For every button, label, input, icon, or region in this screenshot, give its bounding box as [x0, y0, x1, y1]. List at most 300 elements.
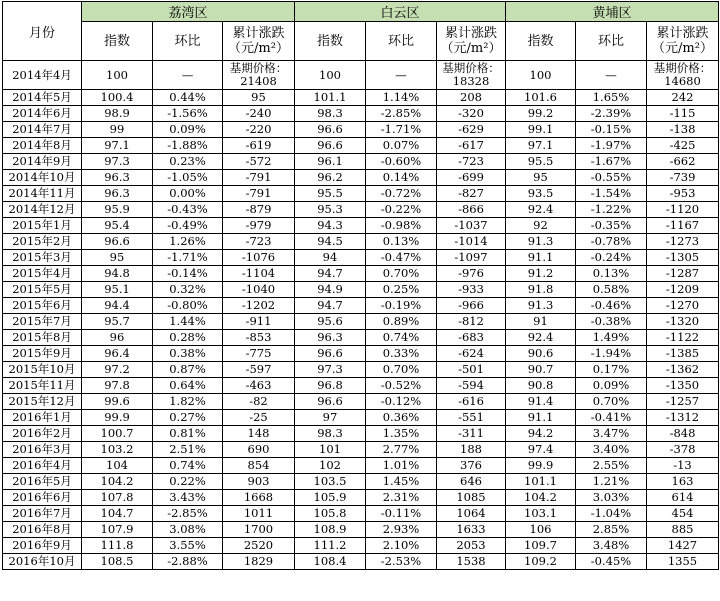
- mom-cell: 0.07%: [366, 138, 437, 154]
- cumulative-cell: -82: [223, 394, 295, 410]
- cumulative-cell: -1167: [647, 218, 719, 234]
- index-cell: 100.4: [82, 90, 153, 106]
- index-cell: 111.8: [82, 538, 153, 554]
- index-cell: 96.6: [295, 346, 366, 362]
- cumulative-column-header: 累计涨跌（元/m²）: [223, 22, 295, 61]
- month-cell: 2015年3月: [3, 250, 82, 266]
- index-cell: 101.6: [506, 90, 576, 106]
- mom-cell: 1.21%: [576, 474, 647, 490]
- cumulative-column-header: 累计涨跌（元/m²）: [647, 22, 719, 61]
- mom-cell: 3.55%: [153, 538, 223, 554]
- mom-cell: 0.70%: [366, 362, 437, 378]
- cumulative-cell: -1362: [647, 362, 719, 378]
- index-cell: 98.3: [295, 426, 366, 442]
- index-cell: 105.8: [295, 506, 366, 522]
- month-cell: 2016年10月: [3, 554, 82, 570]
- cumulative-cell: 1427: [647, 538, 719, 554]
- index-cell: 97.8: [82, 378, 153, 394]
- mom-cell: -1.05%: [153, 170, 223, 186]
- cumulative-cell: -1305: [647, 250, 719, 266]
- index-cell: 100: [506, 61, 576, 90]
- table-row: [3, 170, 719, 186]
- index-cell: 94.7: [295, 298, 366, 314]
- cumulative-cell: -866: [437, 202, 506, 218]
- mom-cell: -0.35%: [576, 218, 647, 234]
- month-cell: 2016年8月: [3, 522, 82, 538]
- table-row: [3, 106, 719, 122]
- mom-cell: 0.28%: [153, 330, 223, 346]
- cumulative-cell: -629: [437, 122, 506, 138]
- cumulative-cell: -1037: [437, 218, 506, 234]
- mom-cell: -0.22%: [366, 202, 437, 218]
- month-cell: 2015年7月: [3, 314, 82, 330]
- index-cell: 91.2: [506, 266, 576, 282]
- mom-cell: 0.17%: [576, 362, 647, 378]
- mom-cell: 0.89%: [366, 314, 437, 330]
- index-cell: 107.8: [82, 490, 153, 506]
- cumulative-cell: -979: [223, 218, 295, 234]
- cumulative-cell: 854: [223, 458, 295, 474]
- table-row: [3, 378, 719, 394]
- mom-cell: -0.98%: [366, 218, 437, 234]
- month-cell: 2014年5月: [3, 90, 82, 106]
- mom-cell: 1.01%: [366, 458, 437, 474]
- index-cell: 100: [82, 61, 153, 90]
- table-row: [3, 186, 719, 202]
- index-cell: 103.1: [506, 506, 576, 522]
- mom-cell: 2.85%: [576, 522, 647, 538]
- index-cell: 96.3: [82, 170, 153, 186]
- month-cell: 2016年6月: [3, 490, 82, 506]
- mom-column-header: 环比: [576, 22, 647, 61]
- cumulative-cell: -378: [647, 442, 719, 458]
- mom-cell: -0.43%: [153, 202, 223, 218]
- table-row: [3, 490, 719, 506]
- mom-cell: -1.67%: [576, 154, 647, 170]
- mom-cell: -2.85%: [366, 106, 437, 122]
- index-cell: 95.6: [295, 314, 366, 330]
- index-cell: 97.1: [82, 138, 153, 154]
- cumulative-cell: -138: [647, 122, 719, 138]
- cumulative-cell: -1104: [223, 266, 295, 282]
- cumulative-cell: -1312: [647, 410, 719, 426]
- mom-cell: -0.45%: [576, 554, 647, 570]
- table-row: [3, 314, 719, 330]
- index-cell: 90.6: [506, 346, 576, 362]
- month-cell: 2014年6月: [3, 106, 82, 122]
- price-index-table: [2, 1, 719, 570]
- cumulative-cell: -791: [223, 186, 295, 202]
- cumulative-cell: -624: [437, 346, 506, 362]
- mom-cell: -0.11%: [366, 506, 437, 522]
- cumulative-cell: 1700: [223, 522, 295, 538]
- month-cell: 2016年5月: [3, 474, 82, 490]
- cumulative-cell: -812: [437, 314, 506, 330]
- mom-cell: 0.13%: [366, 234, 437, 250]
- cumulative-cell: -827: [437, 186, 506, 202]
- cumulative-cell: 1085: [437, 490, 506, 506]
- index-cell: 95.1: [82, 282, 153, 298]
- mom-cell: 0.36%: [366, 410, 437, 426]
- cumulative-cell: -848: [647, 426, 719, 442]
- month-cell: 2015年9月: [3, 346, 82, 362]
- index-cell: 91.3: [506, 298, 576, 314]
- index-cell: 93.5: [506, 186, 576, 202]
- mom-cell: -0.46%: [576, 298, 647, 314]
- index-cell: 102: [295, 458, 366, 474]
- mom-cell: 1.49%: [576, 330, 647, 346]
- cumulative-cell: 885: [647, 522, 719, 538]
- cumulative-cell: -1202: [223, 298, 295, 314]
- mom-cell: -0.49%: [153, 218, 223, 234]
- mom-cell: 0.23%: [153, 154, 223, 170]
- index-cell: 105.9: [295, 490, 366, 506]
- cumulative-cell: 1829: [223, 554, 295, 570]
- mom-cell: -0.78%: [576, 234, 647, 250]
- month-cell: 2014年7月: [3, 122, 82, 138]
- mom-cell: -0.72%: [366, 186, 437, 202]
- month-cell: 2016年3月: [3, 442, 82, 458]
- cumulative-cell: -1350: [647, 378, 719, 394]
- index-cell: 99: [82, 122, 153, 138]
- mom-cell: —: [153, 61, 223, 90]
- cumulative-cell: 1538: [437, 554, 506, 570]
- cumulative-cell: -966: [437, 298, 506, 314]
- index-cell: 97.3: [82, 154, 153, 170]
- index-cell: 94.5: [295, 234, 366, 250]
- table-row: [3, 202, 719, 218]
- cumulative-cell: 2520: [223, 538, 295, 554]
- mom-cell: 2.93%: [366, 522, 437, 538]
- month-cell: 2015年4月: [3, 266, 82, 282]
- cumulative-cell: -1257: [647, 394, 719, 410]
- cumulative-cell: -1076: [223, 250, 295, 266]
- mom-cell: 3.48%: [576, 538, 647, 554]
- index-cell: 94.4: [82, 298, 153, 314]
- mom-cell: 0.64%: [153, 378, 223, 394]
- index-cell: 92.4: [506, 330, 576, 346]
- cumulative-cell: -1273: [647, 234, 719, 250]
- month-column-header: 月份: [3, 2, 82, 61]
- cumulative-cell: 1064: [437, 506, 506, 522]
- month-cell: 2015年10月: [3, 362, 82, 378]
- mom-cell: -1.88%: [153, 138, 223, 154]
- month-cell: 2016年4月: [3, 458, 82, 474]
- mom-cell: 0.14%: [366, 170, 437, 186]
- index-cell: 91.1: [506, 250, 576, 266]
- mom-cell: -2.88%: [153, 554, 223, 570]
- mom-cell: 0.13%: [576, 266, 647, 282]
- index-cell: 111.2: [295, 538, 366, 554]
- cumulative-cell: -617: [437, 138, 506, 154]
- index-cell: 95: [82, 250, 153, 266]
- index-cell: 96.3: [295, 330, 366, 346]
- mom-cell: -2.39%: [576, 106, 647, 122]
- mom-cell: 2.31%: [366, 490, 437, 506]
- cumulative-cell: -953: [647, 186, 719, 202]
- cumulative-cell: 646: [437, 474, 506, 490]
- mom-cell: 3.40%: [576, 442, 647, 458]
- mom-cell: -0.47%: [366, 250, 437, 266]
- table-row: [3, 506, 719, 522]
- cumulative-cell: -616: [437, 394, 506, 410]
- mom-cell: -0.14%: [153, 266, 223, 282]
- mom-cell: 0.70%: [576, 394, 647, 410]
- mom-cell: -1.54%: [576, 186, 647, 202]
- mom-cell: —: [576, 61, 647, 90]
- cumulative-cell: -1120: [647, 202, 719, 218]
- mom-cell: 0.70%: [366, 266, 437, 282]
- cumulative-cell: -1385: [647, 346, 719, 362]
- table-row: [3, 122, 719, 138]
- cumulative-cell: -911: [223, 314, 295, 330]
- mom-cell: -1.97%: [576, 138, 647, 154]
- month-cell: 2015年6月: [3, 298, 82, 314]
- mom-cell: 3.03%: [576, 490, 647, 506]
- index-cell: 94: [295, 250, 366, 266]
- cumulative-cell: -240: [223, 106, 295, 122]
- index-cell: 91: [506, 314, 576, 330]
- index-cell: 94.9: [295, 282, 366, 298]
- mom-cell: 1.26%: [153, 234, 223, 250]
- cumulative-cell: -115: [647, 106, 719, 122]
- cumulative-cell: -551: [437, 410, 506, 426]
- cumulative-cell: -699: [437, 170, 506, 186]
- cumulative-cell: -662: [647, 154, 719, 170]
- index-cell: 92.4: [506, 202, 576, 218]
- month-cell: 2016年1月: [3, 410, 82, 426]
- month-cell: 2014年12月: [3, 202, 82, 218]
- index-cell: 96.8: [295, 378, 366, 394]
- cumulative-cell: -1014: [437, 234, 506, 250]
- mom-cell: 0.27%: [153, 410, 223, 426]
- index-cell: 103.5: [295, 474, 366, 490]
- mom-cell: 0.25%: [366, 282, 437, 298]
- table-row: [3, 250, 719, 266]
- cumulative-cell: 148: [223, 426, 295, 442]
- cumulative-cell: -572: [223, 154, 295, 170]
- mom-cell: -1.56%: [153, 106, 223, 122]
- month-cell: 2016年7月: [3, 506, 82, 522]
- table-row: [3, 474, 719, 490]
- table-row: [3, 330, 719, 346]
- mom-cell: 1.44%: [153, 314, 223, 330]
- table-row: [3, 458, 719, 474]
- index-cell: 108.5: [82, 554, 153, 570]
- cumulative-cell: 2053: [437, 538, 506, 554]
- mom-cell: 2.10%: [366, 538, 437, 554]
- mom-cell: 0.74%: [153, 458, 223, 474]
- index-cell: 97: [295, 410, 366, 426]
- month-cell: 2015年5月: [3, 282, 82, 298]
- mom-cell: 1.82%: [153, 394, 223, 410]
- index-cell: 96.6: [82, 234, 153, 250]
- mom-cell: 0.22%: [153, 474, 223, 490]
- index-cell: 95.5: [295, 186, 366, 202]
- month-cell: 2014年11月: [3, 186, 82, 202]
- cumulative-cell: -1209: [647, 282, 719, 298]
- table-row: [3, 394, 719, 410]
- cumulative-cell: -1270: [647, 298, 719, 314]
- cumulative-cell: 454: [647, 506, 719, 522]
- mom-cell: -0.80%: [153, 298, 223, 314]
- table-row: [3, 266, 719, 282]
- index-cell: 99.9: [506, 458, 576, 474]
- index-cell: 97.2: [82, 362, 153, 378]
- base-price-cell: 基期价格：18328: [437, 61, 506, 90]
- index-cell: 97.3: [295, 362, 366, 378]
- index-cell: 104.2: [82, 474, 153, 490]
- table-body: [3, 61, 719, 570]
- mom-cell: 1.65%: [576, 90, 647, 106]
- cumulative-cell: -597: [223, 362, 295, 378]
- index-column-header: 指数: [82, 22, 153, 61]
- cumulative-cell: 163: [647, 474, 719, 490]
- index-cell: 94.7: [295, 266, 366, 282]
- month-cell: 2015年1月: [3, 218, 82, 234]
- mom-cell: 3.47%: [576, 426, 647, 442]
- cumulative-cell: -723: [223, 234, 295, 250]
- index-cell: 96: [82, 330, 153, 346]
- index-cell: 96.6: [295, 122, 366, 138]
- cumulative-cell: -1097: [437, 250, 506, 266]
- index-cell: 104.2: [506, 490, 576, 506]
- mom-cell: 1.35%: [366, 426, 437, 442]
- cumulative-cell: 690: [223, 442, 295, 458]
- index-cell: 95: [506, 170, 576, 186]
- index-cell: 90.7: [506, 362, 576, 378]
- cumulative-column-header: 累计涨跌（元/m²）: [437, 22, 506, 61]
- base-price-cell: 基期价格：14680: [647, 61, 719, 90]
- index-cell: 97.1: [506, 138, 576, 154]
- cumulative-cell: 376: [437, 458, 506, 474]
- index-cell: 95.5: [506, 154, 576, 170]
- index-cell: 94.8: [82, 266, 153, 282]
- table-row: [3, 282, 719, 298]
- cumulative-cell: -1122: [647, 330, 719, 346]
- cumulative-cell: -1320: [647, 314, 719, 330]
- index-cell: 101: [295, 442, 366, 458]
- index-cell: 91.8: [506, 282, 576, 298]
- index-cell: 94.2: [506, 426, 576, 442]
- mom-cell: —: [366, 61, 437, 90]
- mom-cell: -0.60%: [366, 154, 437, 170]
- cumulative-cell: -1287: [647, 266, 719, 282]
- month-cell: 2014年8月: [3, 138, 82, 154]
- mom-cell: -0.41%: [576, 410, 647, 426]
- base-period-row: [3, 61, 719, 90]
- mom-column-header: 环比: [153, 22, 223, 61]
- mom-column-header: 环比: [366, 22, 437, 61]
- table-row: [3, 410, 719, 426]
- month-cell: 2014年10月: [3, 170, 82, 186]
- index-cell: 99.2: [506, 106, 576, 122]
- mom-cell: 0.74%: [366, 330, 437, 346]
- mom-cell: 0.38%: [153, 346, 223, 362]
- table-row: [3, 298, 719, 314]
- cumulative-cell: 1355: [647, 554, 719, 570]
- month-cell: 2016年9月: [3, 538, 82, 554]
- index-cell: 104: [82, 458, 153, 474]
- index-cell: 107.9: [82, 522, 153, 538]
- mom-cell: 0.09%: [153, 122, 223, 138]
- mom-cell: 3.08%: [153, 522, 223, 538]
- mom-cell: -0.52%: [366, 378, 437, 394]
- month-cell: 2015年8月: [3, 330, 82, 346]
- month-cell: 2015年11月: [3, 378, 82, 394]
- table-row: [3, 362, 719, 378]
- index-cell: 92: [506, 218, 576, 234]
- cumulative-cell: -1040: [223, 282, 295, 298]
- cumulative-cell: -683: [437, 330, 506, 346]
- mom-cell: 2.51%: [153, 442, 223, 458]
- cumulative-cell: 1011: [223, 506, 295, 522]
- mom-cell: -1.71%: [153, 250, 223, 266]
- mom-cell: 0.58%: [576, 282, 647, 298]
- index-column-header: 指数: [295, 22, 366, 61]
- table-row: [3, 234, 719, 250]
- index-cell: 95.9: [82, 202, 153, 218]
- table-row: [3, 538, 719, 554]
- table-row: [3, 154, 719, 170]
- index-cell: 96.6: [295, 394, 366, 410]
- table-row: [3, 346, 719, 362]
- cumulative-cell: 614: [647, 490, 719, 506]
- table-header: [3, 2, 719, 61]
- index-cell: 91.1: [506, 410, 576, 426]
- index-cell: 96.1: [295, 154, 366, 170]
- mom-cell: 0.81%: [153, 426, 223, 442]
- index-cell: 98.9: [82, 106, 153, 122]
- mom-cell: -1.94%: [576, 346, 647, 362]
- index-cell: 99.6: [82, 394, 153, 410]
- month-cell: 2016年2月: [3, 426, 82, 442]
- cumulative-cell: -933: [437, 282, 506, 298]
- index-cell: 100.7: [82, 426, 153, 442]
- cumulative-cell: -791: [223, 170, 295, 186]
- table-row: [3, 218, 719, 234]
- mom-cell: -1.22%: [576, 202, 647, 218]
- index-cell: 94.3: [295, 218, 366, 234]
- cumulative-cell: -594: [437, 378, 506, 394]
- table-row: [3, 138, 719, 154]
- index-cell: 90.8: [506, 378, 576, 394]
- cumulative-cell: -13: [647, 458, 719, 474]
- district-header-liwan: 荔湾区: [82, 2, 295, 22]
- mom-cell: 0.87%: [153, 362, 223, 378]
- index-cell: 108.4: [295, 554, 366, 570]
- index-cell: 106: [506, 522, 576, 538]
- base-price-cell: 基期价格：21408: [223, 61, 295, 90]
- index-cell: 101.1: [506, 474, 576, 490]
- index-cell: 98.3: [295, 106, 366, 122]
- mom-cell: 0.00%: [153, 186, 223, 202]
- cumulative-cell: -501: [437, 362, 506, 378]
- mom-cell: 3.43%: [153, 490, 223, 506]
- index-cell: 91.4: [506, 394, 576, 410]
- mom-cell: 0.44%: [153, 90, 223, 106]
- month-cell: 2014年4月: [3, 61, 82, 90]
- mom-cell: 0.09%: [576, 378, 647, 394]
- mom-cell: 2.55%: [576, 458, 647, 474]
- index-column-header: 指数: [506, 22, 576, 61]
- cumulative-cell: -775: [223, 346, 295, 362]
- mom-cell: 1.14%: [366, 90, 437, 106]
- index-cell: 109.7: [506, 538, 576, 554]
- cumulative-cell: -853: [223, 330, 295, 346]
- table-row: [3, 426, 719, 442]
- mom-cell: -0.38%: [576, 314, 647, 330]
